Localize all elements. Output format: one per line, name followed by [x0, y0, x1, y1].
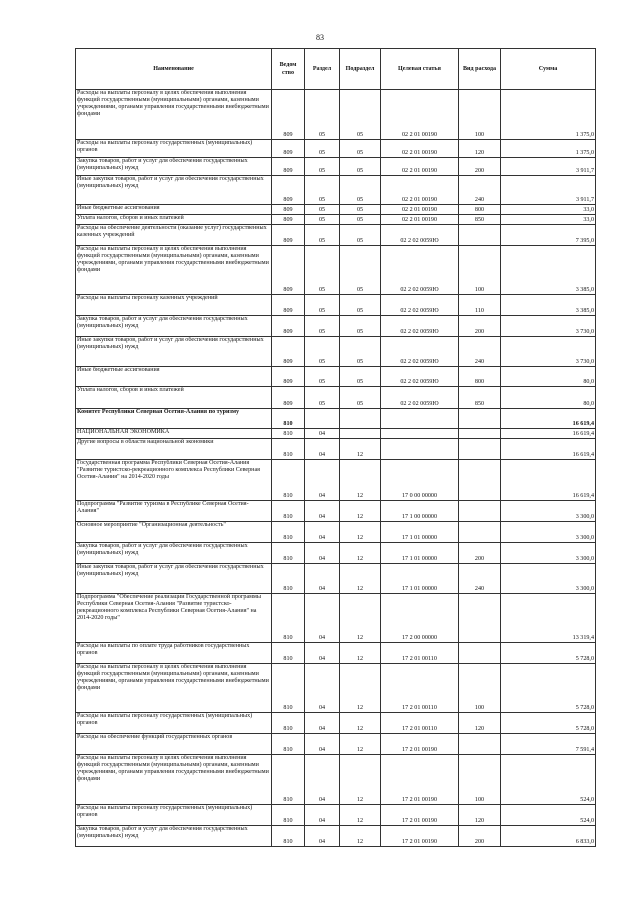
table-row — [76, 522, 596, 543]
cell-expense-type: 200 — [459, 316, 501, 337]
cell-expense-type: 100 — [459, 90, 501, 140]
cell-department: 809 — [272, 225, 305, 246]
cell-sum: 3 300,0 — [501, 543, 596, 564]
table-row — [76, 755, 596, 805]
table-row — [76, 594, 596, 643]
cell-target-item: 17 0 00 00000 — [381, 460, 459, 501]
cell-subsection: 12 — [340, 460, 381, 501]
cell-name: Расходы на выплаты персоналу государственных (муниципальных) органов — [76, 713, 272, 734]
cell-target-item: 17 2 01 00110 — [381, 664, 459, 713]
cell-expense-type: 240 — [459, 176, 501, 205]
cell-name: Иные закупки товаров, работ и услуг для обеспечения государственных (муниципальных) нужд — [76, 564, 272, 594]
cell-section: 04 — [305, 805, 340, 826]
cell-department: 809 — [272, 387, 305, 409]
table-row — [76, 158, 596, 176]
cell-department: 809 — [272, 367, 305, 387]
cell-expense-type: 850 — [459, 387, 501, 409]
cell-section: 05 — [305, 316, 340, 337]
cell-name: Государственная программа Республики Северная Осетия-Алания "Развитие туристско-рекреационного комплекса Республики Северная Осетия-Алания" на 2014-2020 годы — [76, 460, 272, 501]
cell-target-item: 17 1 01 00000 — [381, 522, 459, 543]
cell-target-item: 02 2 02 0059Ю — [381, 316, 459, 337]
cell-name: Подпрограмма "Обеспечение реализации Государственной программы Республики Северная Осетия-Алания "Развитие туристско-рекреационного комплекса Республики Северная Осетия-Алания" на 2014-2020 годы" — [76, 594, 272, 643]
cell-section: 04 — [305, 439, 340, 460]
cell-expense-type: 200 — [459, 543, 501, 564]
cell-name: Расходы на выплаты персоналу в целях обеспечения выполнения функций государственными (муниципальными) органами, казенными учреждениями, органами управления государственными внебюджетными фондами — [76, 90, 272, 140]
cell-expense-type: 800 — [459, 367, 501, 387]
cell-section: 05 — [305, 140, 340, 158]
cell-subsection: 05 — [340, 367, 381, 387]
cell-sum: 6 833,0 — [501, 826, 596, 847]
cell-department: 810 — [272, 439, 305, 460]
cell-department: 809 — [272, 90, 305, 140]
cell-subsection: 12 — [340, 805, 381, 826]
cell-expense-type — [459, 594, 501, 643]
cell-name: Другие вопросы в области национальной экономики — [76, 439, 272, 460]
cell-subsection: 05 — [340, 215, 381, 225]
cell-section: 04 — [305, 429, 340, 439]
cell-sum: 13 319,4 — [501, 594, 596, 643]
table-row — [76, 90, 596, 140]
cell-name: Закупка товаров, работ и услуг для обеспечения государственных (муниципальных) нужд — [76, 316, 272, 337]
table-header-row — [76, 49, 596, 90]
cell-subsection: 05 — [340, 246, 381, 295]
cell-expense-type: 240 — [459, 564, 501, 594]
cell-target-item: 02 2 02 0059Ю — [381, 387, 459, 409]
cell-sum: 524,0 — [501, 805, 596, 826]
cell-department: 810 — [272, 429, 305, 439]
cell-subsection: 05 — [340, 140, 381, 158]
header-section: Раздел — [305, 49, 340, 90]
table-row — [76, 316, 596, 337]
cell-department: 810 — [272, 460, 305, 501]
cell-name: Уплата налогов, сборов и иных платежей — [76, 215, 272, 225]
cell-name: Расходы на выплаты персоналу в целях обеспечения выполнения функций государственными (муниципальными) органами, казенными учреждениями, органами управления государственными внебюджетными фондами — [76, 755, 272, 805]
cell-department: 809 — [272, 246, 305, 295]
cell-target-item: 02 2 02 0059Ю — [381, 337, 459, 367]
cell-target-item — [381, 409, 459, 429]
cell-name: Уплата налогов, сборов и иных платежей — [76, 387, 272, 409]
cell-sum: 80,0 — [501, 387, 596, 409]
cell-target-item: 17 2 01 00190 — [381, 805, 459, 826]
cell-sum: 16 619,4 — [501, 409, 596, 429]
cell-expense-type: 100 — [459, 246, 501, 295]
cell-section: 04 — [305, 522, 340, 543]
cell-subsection: 05 — [340, 295, 381, 316]
cell-target-item: 02 2 01 00190 — [381, 205, 459, 215]
table-row — [76, 713, 596, 734]
cell-department: 810 — [272, 664, 305, 713]
cell-subsection: 12 — [340, 439, 381, 460]
cell-section: 05 — [305, 337, 340, 367]
cell-subsection: 05 — [340, 158, 381, 176]
cell-sum: 1 375,0 — [501, 90, 596, 140]
cell-section: 04 — [305, 826, 340, 847]
cell-subsection: 12 — [340, 501, 381, 522]
cell-department: 810 — [272, 501, 305, 522]
cell-target-item: 02 2 02 0059Ю — [381, 225, 459, 246]
cell-sum: 3 300,0 — [501, 501, 596, 522]
header-subsection: Подраздел — [340, 49, 381, 90]
cell-section: 05 — [305, 158, 340, 176]
table-row — [76, 367, 596, 387]
table-row — [76, 225, 596, 246]
header-sum: Сумма — [501, 49, 596, 90]
cell-target-item: 17 2 01 00190 — [381, 734, 459, 755]
cell-department: 809 — [272, 316, 305, 337]
cell-subsection: 12 — [340, 734, 381, 755]
cell-expense-type — [459, 522, 501, 543]
cell-section: 05 — [305, 90, 340, 140]
cell-sum: 1 375,0 — [501, 140, 596, 158]
cell-sum: 5 728,0 — [501, 713, 596, 734]
cell-department: 810 — [272, 522, 305, 543]
cell-target-item: 17 2 00 00000 — [381, 594, 459, 643]
table-row — [76, 387, 596, 409]
cell-department: 810 — [272, 594, 305, 643]
cell-department: 809 — [272, 295, 305, 316]
page-number: 83 — [316, 33, 324, 42]
cell-target-item: 17 2 01 00190 — [381, 755, 459, 805]
header-target-item: Целевая статья — [381, 49, 459, 90]
cell-sum: 16 619,4 — [501, 439, 596, 460]
cell-name: Основное мероприятие "Организационная деятельность" — [76, 522, 272, 543]
cell-department: 809 — [272, 205, 305, 215]
cell-expense-type: 100 — [459, 664, 501, 713]
cell-sum: 524,0 — [501, 755, 596, 805]
cell-department: 810 — [272, 643, 305, 664]
cell-target-item: 17 2 01 00110 — [381, 643, 459, 664]
cell-department: 810 — [272, 826, 305, 847]
cell-sum: 5 728,0 — [501, 643, 596, 664]
cell-sum: 3 911,7 — [501, 158, 596, 176]
cell-sum: 5 728,0 — [501, 664, 596, 713]
table-row — [76, 295, 596, 316]
cell-expense-type — [459, 501, 501, 522]
cell-subsection: 05 — [340, 90, 381, 140]
header-expense-type: Вид расхода — [459, 49, 501, 90]
cell-name: НАЦИОНАЛЬНАЯ ЭКОНОМИКА — [76, 429, 272, 439]
cell-name: Расходы на выплаты по оплате труда работников государственных органов — [76, 643, 272, 664]
cell-sum: 3 730,0 — [501, 316, 596, 337]
cell-department: 809 — [272, 337, 305, 367]
cell-name: Комитет Республики Северная Осетия-Алания по туризму — [76, 409, 272, 429]
cell-department: 810 — [272, 755, 305, 805]
table-row — [76, 734, 596, 755]
table-row — [76, 140, 596, 158]
cell-sum: 3 730,0 — [501, 337, 596, 367]
cell-expense-type: 120 — [459, 140, 501, 158]
cell-target-item: 17 2 01 00190 — [381, 826, 459, 847]
cell-subsection: 12 — [340, 664, 381, 713]
cell-department: 810 — [272, 713, 305, 734]
cell-name: Иные закупки товаров, работ и услуг для обеспечения государственных (муниципальных) нужд — [76, 337, 272, 367]
cell-department: 809 — [272, 176, 305, 205]
cell-sum: 3 300,0 — [501, 564, 596, 594]
table-row — [76, 543, 596, 564]
cell-subsection: 05 — [340, 225, 381, 246]
cell-department: 809 — [272, 215, 305, 225]
cell-subsection: 05 — [340, 387, 381, 409]
header-name: Наименование — [76, 49, 272, 90]
table-row — [76, 501, 596, 522]
cell-section: 05 — [305, 215, 340, 225]
cell-expense-type: 110 — [459, 295, 501, 316]
cell-target-item — [381, 429, 459, 439]
table-row — [76, 337, 596, 367]
cell-section: 05 — [305, 225, 340, 246]
cell-section: 04 — [305, 501, 340, 522]
cell-subsection: 05 — [340, 205, 381, 215]
table-row — [76, 826, 596, 847]
table-row — [76, 215, 596, 225]
table-row — [76, 805, 596, 826]
cell-name: Иные закупки товаров, работ и услуг для обеспечения государственных (муниципальных) нужд — [76, 176, 272, 205]
cell-section: 04 — [305, 543, 340, 564]
cell-name: Расходы на выплаты персоналу государственных (муниципальных) органов — [76, 140, 272, 158]
cell-name: Закупка товаров, работ и услуг для обеспечения государственных (муниципальных) нужд — [76, 826, 272, 847]
table-row — [76, 246, 596, 295]
cell-name: Расходы на обеспечение функций государственных органов — [76, 734, 272, 755]
cell-name: Закупка товаров, работ и услуг для обеспечения государственных (муниципальных) нужд — [76, 543, 272, 564]
cell-subsection: 12 — [340, 543, 381, 564]
cell-name: Подпрограмма "Развитие туризма в Республике Северная Осетия-Алания" — [76, 501, 272, 522]
cell-section: 05 — [305, 367, 340, 387]
cell-subsection: 05 — [340, 176, 381, 205]
cell-expense-type — [459, 643, 501, 664]
cell-target-item: 02 2 02 0059Ю — [381, 246, 459, 295]
table-row — [76, 564, 596, 594]
table-row — [76, 439, 596, 460]
cell-department: 810 — [272, 805, 305, 826]
cell-sum: 3 385,0 — [501, 295, 596, 316]
table-body — [76, 90, 596, 847]
cell-name: Расходы на выплаты персоналу государственных (муниципальных) органов — [76, 805, 272, 826]
cell-target-item: 02 2 01 00190 — [381, 140, 459, 158]
cell-department: 810 — [272, 734, 305, 755]
table-row — [76, 643, 596, 664]
cell-sum: 3 300,0 — [501, 522, 596, 543]
cell-expense-type: 800 — [459, 205, 501, 215]
cell-expense-type: 120 — [459, 805, 501, 826]
cell-sum: 3 385,0 — [501, 246, 596, 295]
cell-subsection: 12 — [340, 713, 381, 734]
cell-expense-type — [459, 409, 501, 429]
cell-name: Расходы на выплаты персоналу казенных учреждений — [76, 295, 272, 316]
cell-target-item: 02 2 02 0059Ю — [381, 367, 459, 387]
cell-expense-type — [459, 225, 501, 246]
cell-target-item: 17 1 01 00000 — [381, 564, 459, 594]
cell-target-item: 02 2 01 00190 — [381, 158, 459, 176]
cell-sum: 7 395,0 — [501, 225, 596, 246]
cell-expense-type: 850 — [459, 215, 501, 225]
cell-subsection: 12 — [340, 522, 381, 543]
cell-section: 05 — [305, 176, 340, 205]
cell-section: 05 — [305, 205, 340, 215]
cell-sum: 7 591,4 — [501, 734, 596, 755]
cell-subsection: 12 — [340, 826, 381, 847]
cell-name: Иные бюджетные ассигнования — [76, 205, 272, 215]
cell-section: 05 — [305, 387, 340, 409]
budget-table — [75, 48, 596, 847]
cell-section: 04 — [305, 755, 340, 805]
cell-target-item — [381, 439, 459, 460]
cell-section: 04 — [305, 734, 340, 755]
cell-section: 04 — [305, 460, 340, 501]
cell-subsection — [340, 429, 381, 439]
cell-name: Расходы на обеспечение деятельности (оказание услуг) государственных казенных учреждений — [76, 225, 272, 246]
cell-department: 810 — [272, 409, 305, 429]
cell-name: Расходы на выплаты персоналу в целях обеспечения выполнения функций государственными (муниципальными) органами, казенными учреждениями, органами управления государственными внебюджетными фондами — [76, 246, 272, 295]
cell-section: 04 — [305, 643, 340, 664]
cell-sum: 33,0 — [501, 205, 596, 215]
cell-expense-type: 120 — [459, 713, 501, 734]
table-row — [76, 205, 596, 215]
cell-target-item: 02 2 01 00190 — [381, 90, 459, 140]
cell-target-item: 02 2 02 0059Ю — [381, 295, 459, 316]
table-row — [76, 409, 596, 429]
cell-department: 809 — [272, 140, 305, 158]
cell-section: 05 — [305, 246, 340, 295]
cell-sum: 33,0 — [501, 215, 596, 225]
cell-subsection: 12 — [340, 594, 381, 643]
cell-target-item: 17 1 01 00000 — [381, 543, 459, 564]
cell-expense-type: 100 — [459, 755, 501, 805]
cell-section: 04 — [305, 564, 340, 594]
cell-section: 04 — [305, 664, 340, 713]
table-row — [76, 664, 596, 713]
cell-section: 04 — [305, 713, 340, 734]
cell-department: 810 — [272, 564, 305, 594]
cell-subsection: 05 — [340, 337, 381, 367]
cell-subsection: 12 — [340, 755, 381, 805]
cell-sum: 80,0 — [501, 367, 596, 387]
cell-expense-type: 200 — [459, 826, 501, 847]
cell-department: 810 — [272, 543, 305, 564]
cell-target-item: 17 2 01 00110 — [381, 713, 459, 734]
cell-expense-type: 240 — [459, 337, 501, 367]
cell-subsection: 12 — [340, 643, 381, 664]
cell-target-item: 02 2 01 00190 — [381, 215, 459, 225]
cell-name: Иные бюджетные ассигнования — [76, 367, 272, 387]
cell-section — [305, 409, 340, 429]
cell-name: Расходы на выплаты персоналу в целях обеспечения выполнения функций государственными (муниципальными) органами, казенными учреждениями, органами управления государственными внебюджетными фондами — [76, 664, 272, 713]
cell-sum: 16 619,4 — [501, 429, 596, 439]
cell-target-item: 17 1 00 00000 — [381, 501, 459, 522]
table-row — [76, 460, 596, 501]
cell-expense-type — [459, 734, 501, 755]
cell-sum: 16 619,4 — [501, 460, 596, 501]
cell-sum: 3 911,7 — [501, 176, 596, 205]
cell-section: 05 — [305, 295, 340, 316]
cell-expense-type — [459, 439, 501, 460]
cell-expense-type: 200 — [459, 158, 501, 176]
cell-department: 809 — [272, 158, 305, 176]
table-row — [76, 176, 596, 205]
cell-subsection — [340, 409, 381, 429]
cell-expense-type — [459, 460, 501, 501]
cell-section: 04 — [305, 594, 340, 643]
cell-target-item: 02 2 01 00190 — [381, 176, 459, 205]
cell-expense-type — [459, 429, 501, 439]
cell-name: Закупка товаров, работ и услуг для обеспечения государственных (муниципальных) нужд — [76, 158, 272, 176]
cell-subsection: 05 — [340, 316, 381, 337]
cell-subsection: 12 — [340, 564, 381, 594]
header-department: Ведом ство — [272, 49, 305, 90]
table-row — [76, 429, 596, 439]
